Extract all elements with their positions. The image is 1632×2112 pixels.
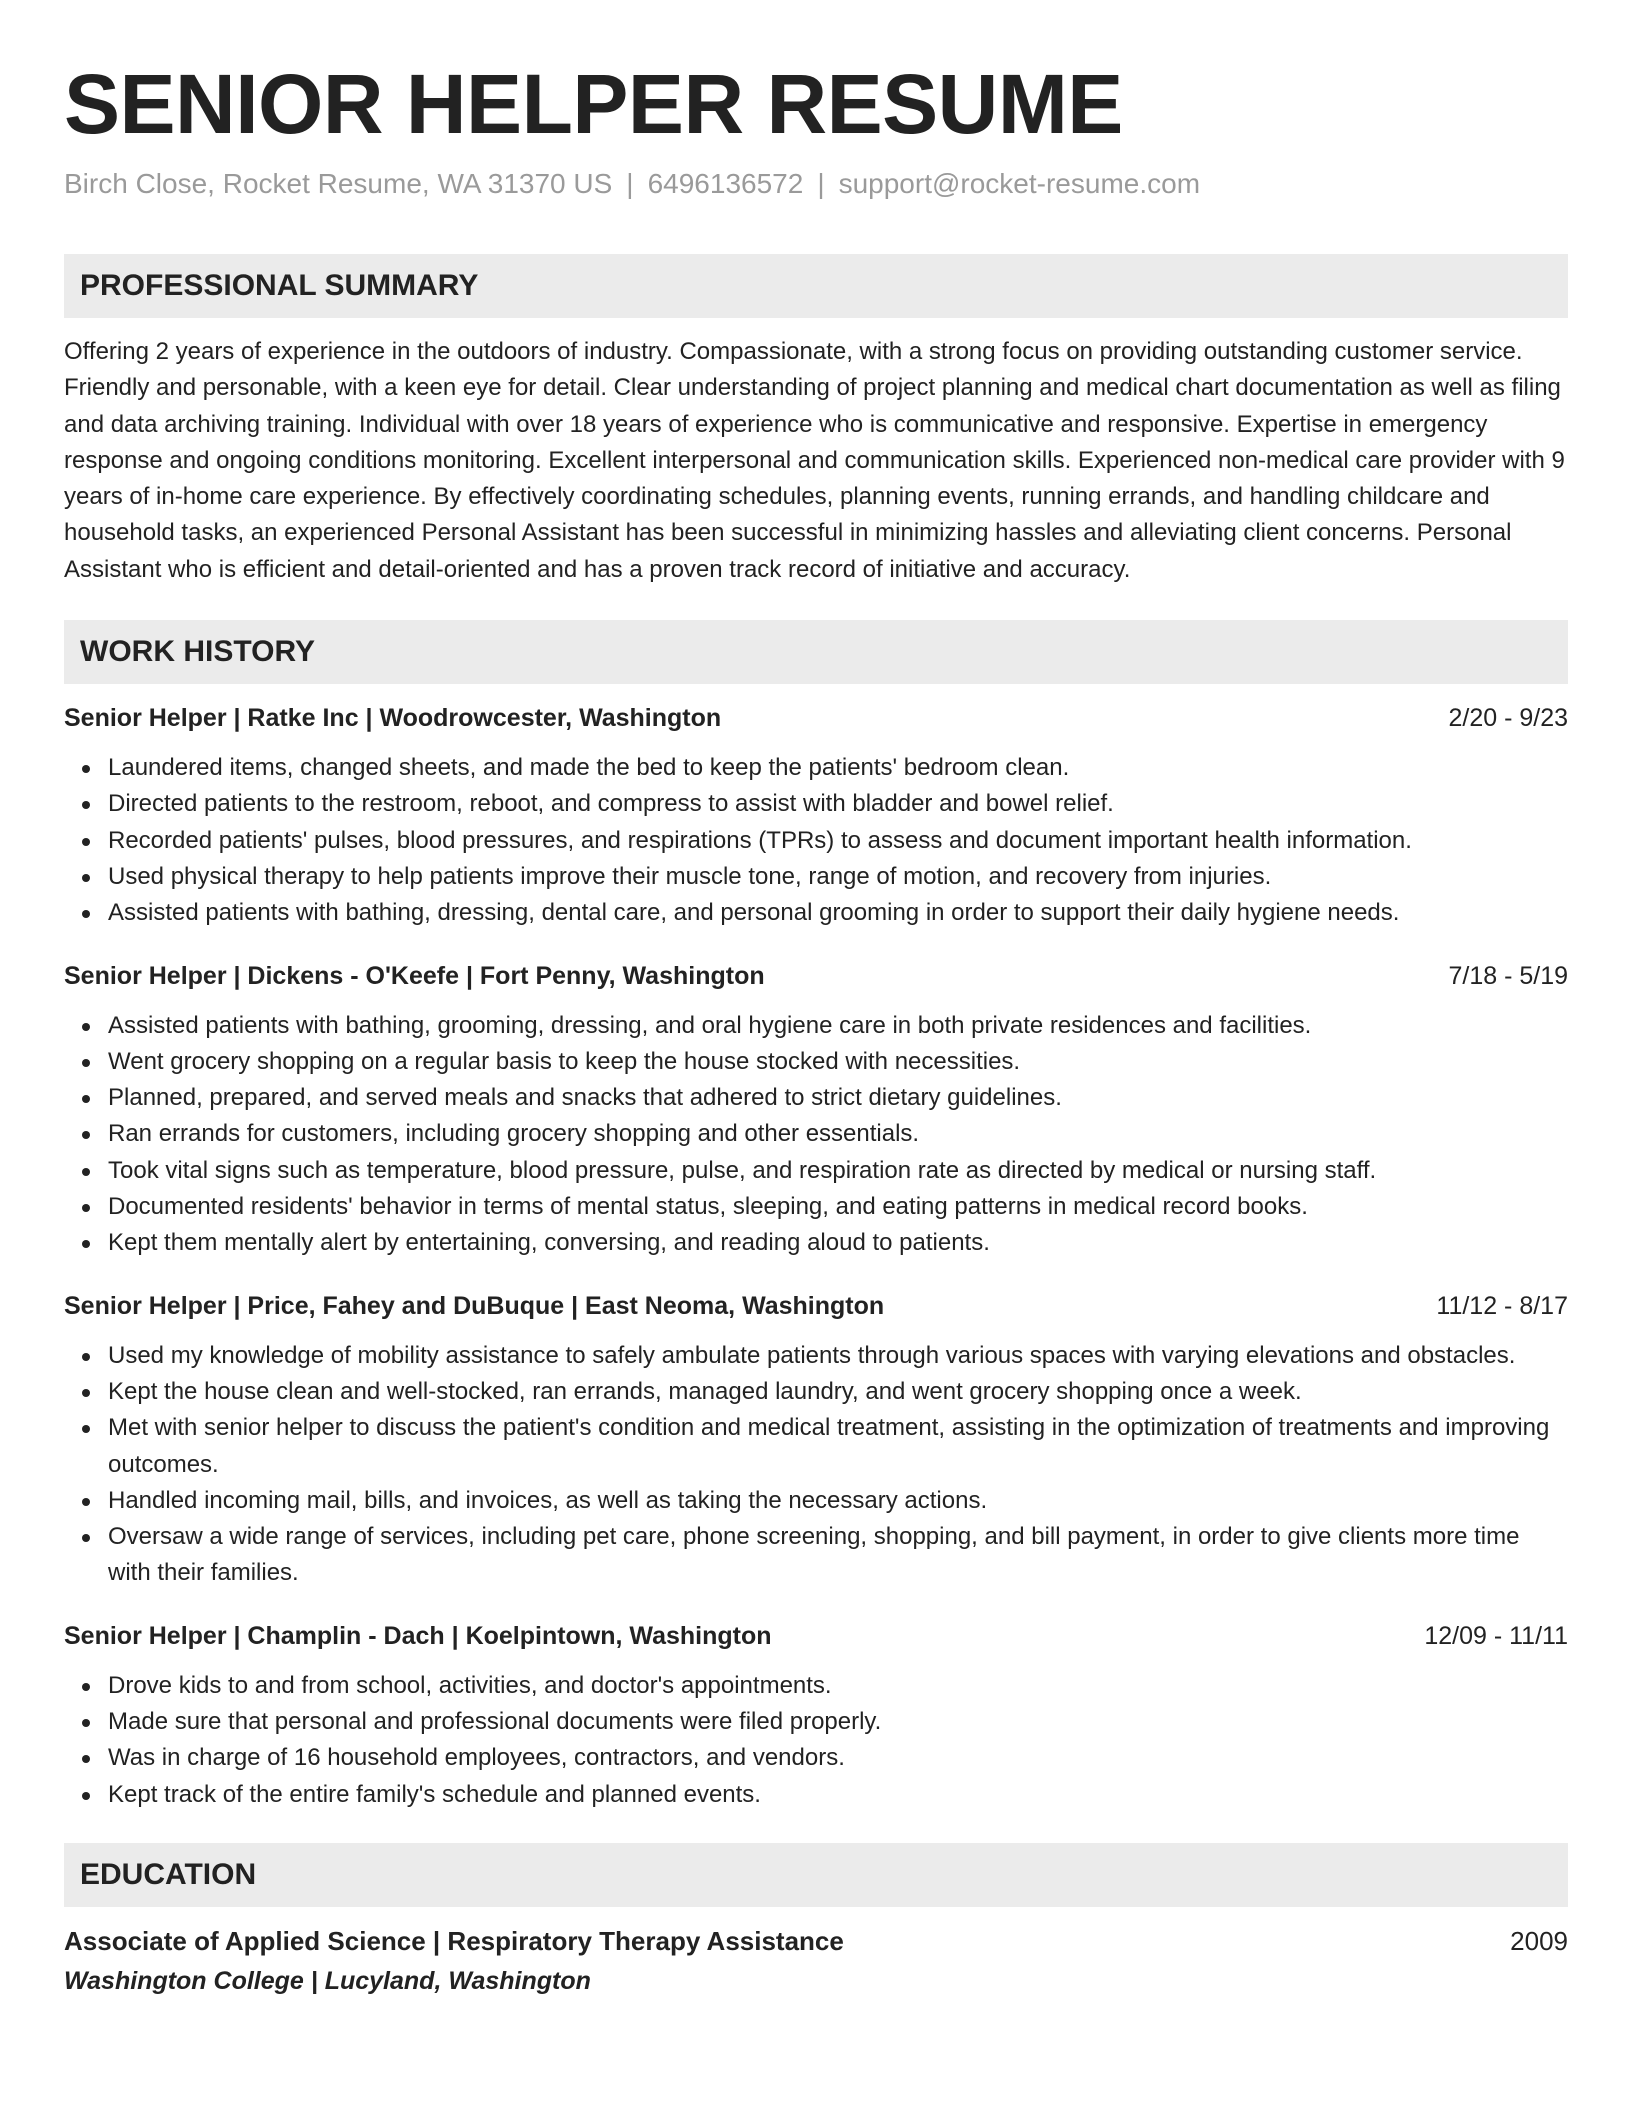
job-bullet: Kept track of the entire family's schedule and planned events. [108,1777,1568,1813]
job-bullet: Recorded patients' pulses, blood pressures, and respirations (TPRs) to assess and document important health information. [108,823,1568,859]
job-entry [64,700,1568,931]
job-bullets [64,750,1568,931]
education-year: 2009 [1510,1925,1568,1956]
work-history-list [64,700,1568,1813]
job-dates: 12/09 - 11/11 [1424,1621,1568,1650]
contact-email: support@rocket-resume.com [838,168,1201,199]
job-bullet: Was in charge of 16 household employees, contractors, and vendors. [108,1740,1568,1776]
contact-separator: | [626,168,634,199]
education-entry [64,1923,1568,1999]
job-bullet: Made sure that personal and professional documents were filed properly. [108,1704,1568,1740]
job-bullet: Documented residents' behavior in terms of mental status, sleeping, and eating patterns in medical record books. [108,1189,1568,1225]
contact-address: Birch Close, Rocket Resume, WA 31370 US [64,168,613,199]
job-title: Senior Helper | Champlin - Dach | Koelpintown, Washington [64,1621,772,1650]
job-entry [64,1618,1568,1813]
job-bullet: Laundered items, changed sheets, and made the bed to keep the patients' bedroom clean. [108,750,1568,786]
job-bullet: Kept them mentally alert by entertaining, conversing, and reading aloud to patients. [108,1225,1568,1261]
job-bullets [64,1338,1568,1592]
job-bullet: Took vital signs such as temperature, blood pressure, pulse, and respiration rate as directed by medical or nursing staff. [108,1153,1568,1189]
job-bullet: Planned, prepared, and served meals and snacks that adhered to strict dietary guidelines. [108,1080,1568,1116]
job-title: Senior Helper | Dickens - O'Keefe | Fort Penny, Washington [64,961,765,990]
job-header [64,700,1568,736]
job-bullets [64,1008,1568,1262]
job-bullet: Directed patients to the restroom, reboot, and compress to assist with bladder and bowel relief. [108,786,1568,822]
contact-line [64,166,1568,202]
job-dates: 11/12 - 8/17 [1436,1291,1568,1320]
job-bullet: Handled incoming mail, bills, and invoices, as well as taking the necessary actions. [108,1483,1568,1519]
resume-title: SENIOR HELPER RESUME [64,57,1123,151]
job-bullet: Drove kids to and from school, activities, and doctor's appointments. [108,1668,1568,1704]
job-bullet: Used physical therapy to help patients improve their muscle tone, range of motion, and recovery from injuries. [108,859,1568,895]
contact-separator: | [817,168,825,199]
job-dates: 7/18 - 5/19 [1448,961,1568,990]
section-heading-education: EDUCATION [64,1843,1568,1907]
job-bullet: Used my knowledge of mobility assistance to safely ambulate patients through various spaces with varying elevations and obstacles. [108,1338,1568,1374]
summary-text: Offering 2 years of experience in the outdoors of industry. Compassionate, with a strong focus on providing outstanding customer service. Friendly and personable, with a keen eye for detail. Clear understanding of project planning and medical chart documentation as well as filing and data archiving training. Individual with over 18 years of experience who is communicative and responsive. Expertise in emergency response and ongoing conditions monitoring. Excellent interpersonal and communication skills. Experienced non-medical care provider with 9 years of in-home care experience. By effectively coordinating schedules, planning events, running errands, and handling childcare and household tasks, an experienced Personal Assistant has been successful in minimizing hassles and alleviating client concerns. Personal Assistant who is efficient and detail-oriented and has a proven track record of initiative and accuracy. [64,338,1565,583]
job-bullet: Went grocery shopping on a regular basis to keep the house stocked with necessities. [108,1044,1568,1080]
job-header [64,1288,1568,1324]
job-title: Senior Helper | Price, Fahey and DuBuque | East Neoma, Washington [64,1291,885,1320]
section-heading-work-history: WORK HISTORY [64,620,1568,684]
job-bullet: Assisted patients with bathing, grooming, dressing, and oral hygiene care in both private residences and facilities. [108,1008,1568,1044]
education-school: Washington College | Lucyland, Washington [64,1966,591,1995]
job-bullet: Met with senior helper to discuss the patient's condition and medical treatment, assisting in the optimization of treatments and improving outcomes. [108,1410,1568,1483]
job-bullet: Kept the house clean and well-stocked, ran errands, managed laundry, and went grocery shopping once a week. [108,1374,1568,1410]
section-heading-summary: PROFESSIONAL SUMMARY [64,254,1568,318]
job-bullet: Oversaw a wide range of services, including pet care, phone screening, shopping, and bill payment, in order to give clients more time with their families. [108,1519,1568,1592]
job-bullet: Ran errands for customers, including grocery shopping and other essentials. [108,1116,1568,1152]
job-entry [64,1288,1568,1592]
job-dates: 2/20 - 9/23 [1448,704,1568,733]
job-entry [64,958,1568,1262]
job-bullets [64,1668,1568,1813]
job-title: Senior Helper | Ratke Inc | Woodrowcester, Washington [64,704,722,733]
job-header [64,958,1568,994]
job-header [64,1618,1568,1654]
education-degree: Associate of Applied Science | Respiratory Therapy Assistance [64,1925,844,1956]
contact-phone: 6496136572 [647,168,804,199]
education-header [64,1923,1568,1959]
job-bullet: Assisted patients with bathing, dressing, dental care, and personal grooming in order to support their daily hygiene needs. [108,895,1568,931]
